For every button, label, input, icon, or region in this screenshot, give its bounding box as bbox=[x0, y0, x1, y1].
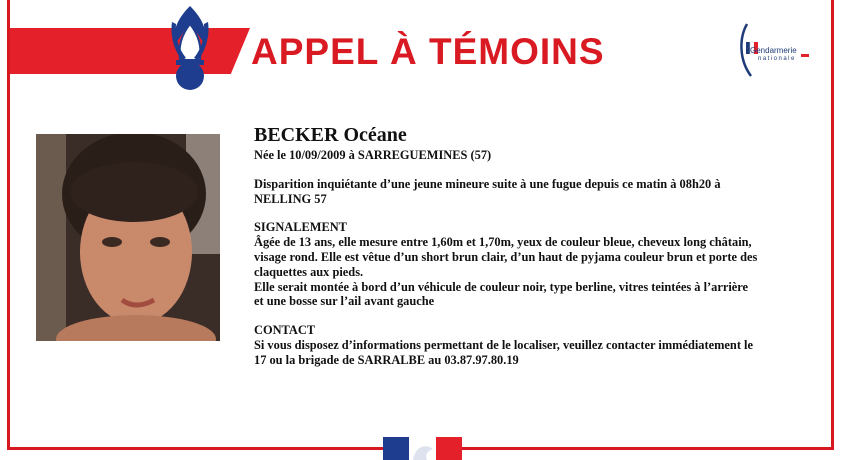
disappearance-line: NELLING 57 bbox=[254, 191, 327, 206]
contact-line: Si vous disposez d’informations permettant de le localiser, veuillez contacter immédiatement le bbox=[254, 337, 753, 352]
disappearance-section bbox=[254, 177, 784, 207]
description-line: claquettes aux pieds. bbox=[254, 264, 364, 279]
logo-name: Gendarmerie bbox=[750, 46, 797, 55]
birth-info: Née le 10/09/2009 à SARREGUEMINES (57) bbox=[254, 148, 492, 162]
disappearance-line: Disparition inquiétante d’une jeune mineure suite à une fugue depuis ce matin à 08h20 à bbox=[254, 176, 721, 191]
description-section bbox=[254, 220, 784, 309]
page-title: APPEL À TÉMOINS bbox=[251, 31, 605, 72]
contact-section bbox=[254, 323, 784, 367]
description-line: Âgée de 13 ans, elle mesure entre 1,60m et 1,70m, yeux de couleur bleue, cheveux long châtain, bbox=[254, 235, 752, 250]
contact-line: 17 ou la brigade de SARRALBE au 03.87.97.80.19 bbox=[254, 352, 519, 367]
description-line: Elle serait montée à bord d’un véhicule de couleur noir, type berline, vitres teintées à l’arrière bbox=[254, 279, 749, 294]
first-name: Océane bbox=[343, 124, 407, 146]
info-panel bbox=[254, 124, 784, 368]
last-name: BECKER bbox=[254, 124, 339, 146]
section-heading: CONTACT bbox=[254, 323, 316, 338]
gendarmerie-grenade-icon bbox=[162, 2, 218, 94]
section-heading: SIGNALEMENT bbox=[254, 220, 347, 235]
description-line: et une bosse sur l’ail avant gauche bbox=[254, 294, 435, 309]
republique-francaise-logo-icon bbox=[383, 437, 462, 460]
description-line: visage rond. Elle est vêtue d’un short brun clair, d’un haut de pyjama couleur brun et porte des bbox=[254, 249, 758, 264]
missing-person-photo bbox=[36, 134, 220, 341]
logo-subtitle: nationale bbox=[758, 56, 796, 62]
person-name bbox=[254, 124, 784, 146]
